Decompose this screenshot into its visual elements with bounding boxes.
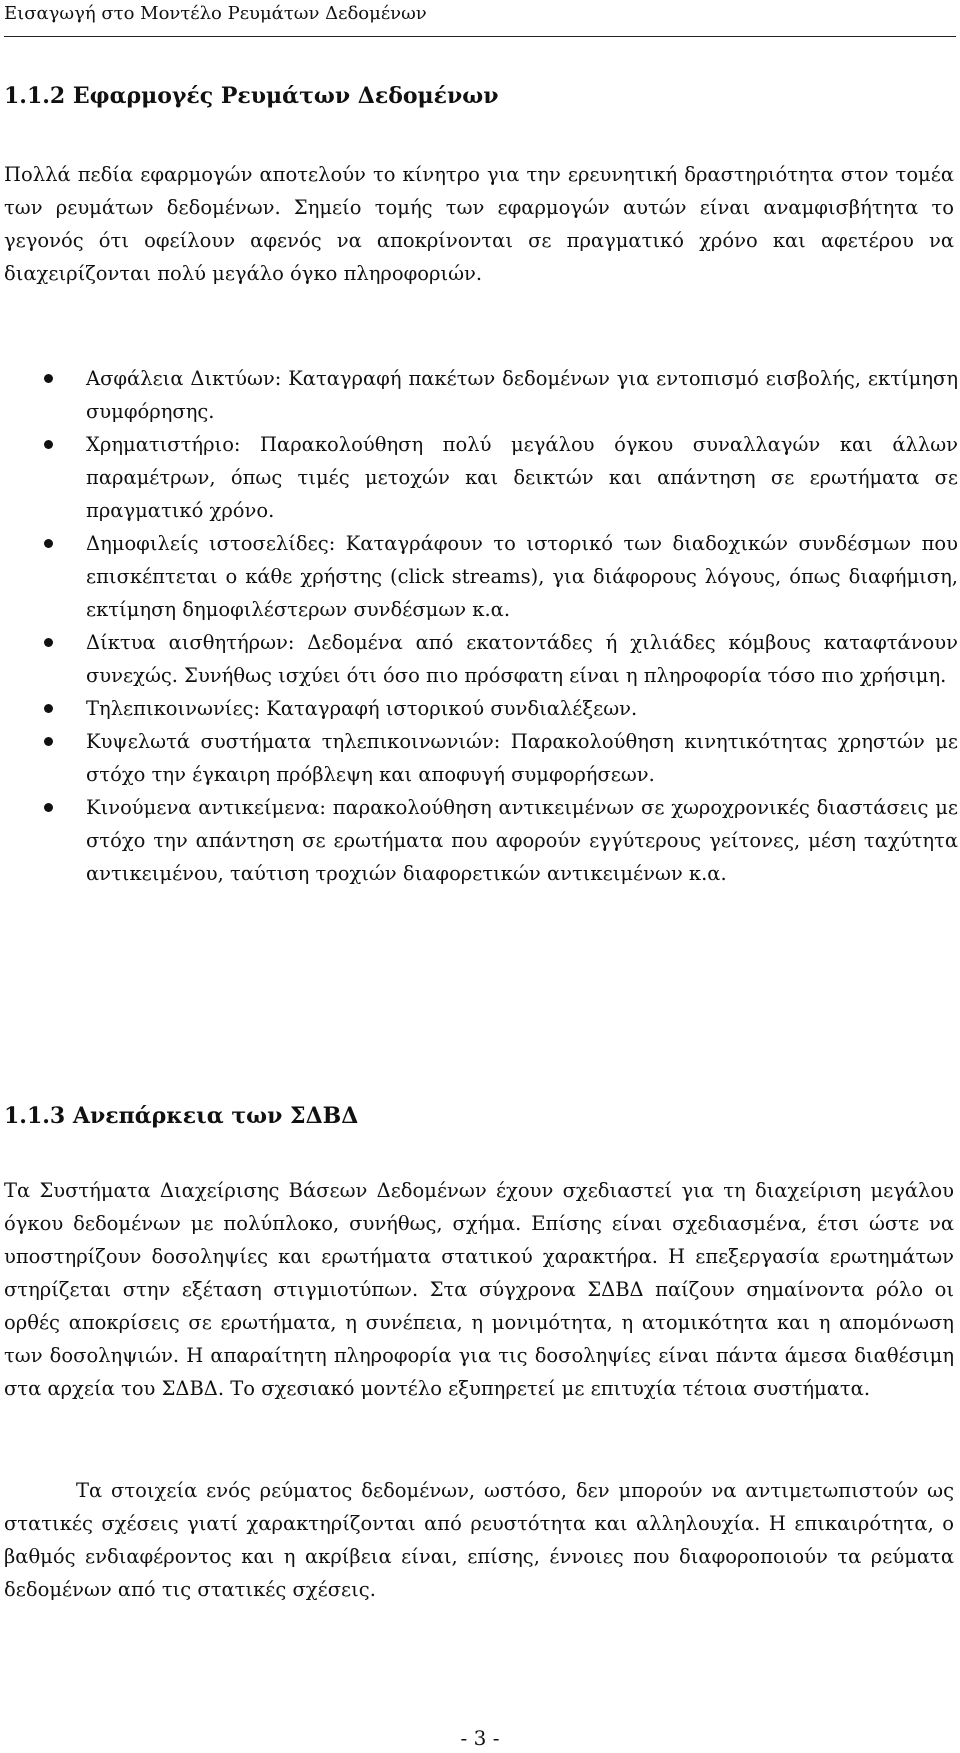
running-header bbox=[4, 0, 956, 37]
bullet-icon bbox=[44, 704, 53, 713]
list-item-text: Κινούμενα αντικείμενα: παρακολούθηση αντικειμένων σε χωροχρονικές διαστάσεις με στόχο την απάντηση σε ερωτήματα που αφορούν εγγύτερους γείτονες, μέση ταχύτητα αντικειμένου, ταύτιση τροχιών διαφορετικών αντικειμένων κ.α. bbox=[86, 796, 958, 885]
list-item bbox=[0, 527, 958, 626]
intro-paragraph: Πολλά πεδία εφαρμογών αποτελούν το κίνητρο για την ερευνητική δραστηριότητα στον τομέα των ρευμάτων δεδομένων. Σημείο τομής των εφαρμογών αυτών είναι αναμφισβήτητα το γεγονός ότι οφείλουν αφενός να αποκρίνονται σε πραγματικό χρόνο και αφετέρου να διαχειρίζονται πολύ μεγάλο όγκο πληροφοριών. bbox=[4, 163, 954, 285]
list-item bbox=[0, 626, 958, 692]
bullet-icon bbox=[44, 803, 53, 812]
dbms-paragraph: Τα Συστήματα Διαχείρισης Βάσεων Δεδομένων έχουν σχεδιαστεί για τη διαχείριση μεγάλου όγκου δεδομένων με πολύπλοκο, συνήθως, σχήμα. Επίσης είναι σχεδιασμένα, έτσι ώστε να υποστηρίζουν δοσοληψίες και ερωτήματα στατικού χαρακτήρα. Η επεξεργασία ερωτημάτων στηρίζεται στην εξέταση στιγμιοτύπων. Στα σύγχρονα ΣΔΒΔ παίζουν σημαίνοντα ρόλο οι ορθές αποκρίσεις σε ερωτήματα, η συνέπεια, η μονιμότητα, η ατομικότητα και η απομόνωση των δοσοληψιών. Η απαραίτητη πληροφορία για τις δοσοληψίες είναι πάντα άμεσα διαθέσιμη στα αρχεία του ΣΔΒΔ. Το σχεσιακό μοντέλο εξυπηρετεί με επιτυχία τέτοια συστήματα. bbox=[4, 1179, 954, 1400]
list-item-text: Κυψελωτά συστήματα τηλεπικοινωνιών: Παρακολούθηση κινητικότητας χρηστών με στόχο την έγκαιρη πρόβλεψη και αποφυγή συμφορήσεων. bbox=[86, 730, 958, 786]
list-item-text: Τηλεπικοινωνίες: Καταγραφή ιστορικού συνδιαλέξεων. bbox=[86, 697, 638, 720]
section-heading-applications: 1.1.2 Εφαρμογές Ρευμάτων Δεδομένων bbox=[4, 83, 499, 109]
bullet-icon bbox=[44, 440, 53, 449]
list-item bbox=[0, 692, 958, 725]
list-item bbox=[0, 362, 958, 428]
bullet-icon bbox=[44, 374, 53, 383]
list-item bbox=[0, 725, 958, 791]
bullet-icon bbox=[44, 638, 53, 647]
list-item-text: Δίκτυα αισθητήρων: Δεδομένα από εκατοντάδες ή χιλιάδες κόμβους καταφτάνουν συνεχώς. Συνήθως ισχύει ότι όσο πιο πρόσφατη είναι η πληροφορία τόσο πιο χρήσιμη. bbox=[86, 631, 958, 687]
streams-paragraph: Τα στοιχεία ενός ρεύματος δεδομένων, ωστόσο, δεν μπορούν να αντιμετωπιστούν ως στατικές σχέσεις γιατί χαρακτηρίζονται από ρευστότητα και αλληλουχία. Η επικαιρότητα, ο βαθμός ενδιαφέροντος και η ακρίβεια είναι, επίσης, έννοιες που διαφοροποιούν τα ρεύματα δεδομένων από τις στατικές σχέσεις. bbox=[4, 1479, 954, 1601]
list-item-text: Ασφάλεια Δικτύων: Καταγραφή πακέτων δεδομένων για εντοπισμό εισβολής, εκτίμηση συμφόρησης. bbox=[86, 367, 958, 423]
page-number: - 3 - bbox=[460, 1726, 500, 1750]
section-heading-dbms-inadequacy: 1.1.3 Ανεπάρκεια των ΣΔΒΔ bbox=[4, 1103, 359, 1129]
list-item bbox=[0, 791, 958, 890]
applications-list bbox=[0, 362, 958, 890]
running-title: Εισαγωγή στο Μοντέλο Ρευμάτων Δεδομένων bbox=[4, 3, 427, 24]
bullet-icon bbox=[44, 539, 53, 548]
list-item bbox=[0, 428, 958, 527]
bullet-icon bbox=[44, 737, 53, 746]
list-item-text: Δημοφιλείς ιστοσελίδες: Καταγράφουν το ιστορικό των διαδοχικών συνδέσμων που επισκέπτεται ο κάθε χρήστης (click streams), για διάφορους λόγους, όπως διαφήμιση, εκτίμηση δημοφιλέστερων συνδέσμων κ.α. bbox=[86, 532, 958, 621]
list-item-text: Χρηματιστήριο: Παρακολούθηση πολύ μεγάλου όγκου συναλλαγών και άλλων παραμέτρων, όπως τιμές μετοχών και δεικτών και απάντηση σε ερωτήματα σε πραγματικό χρόνο. bbox=[86, 433, 958, 522]
